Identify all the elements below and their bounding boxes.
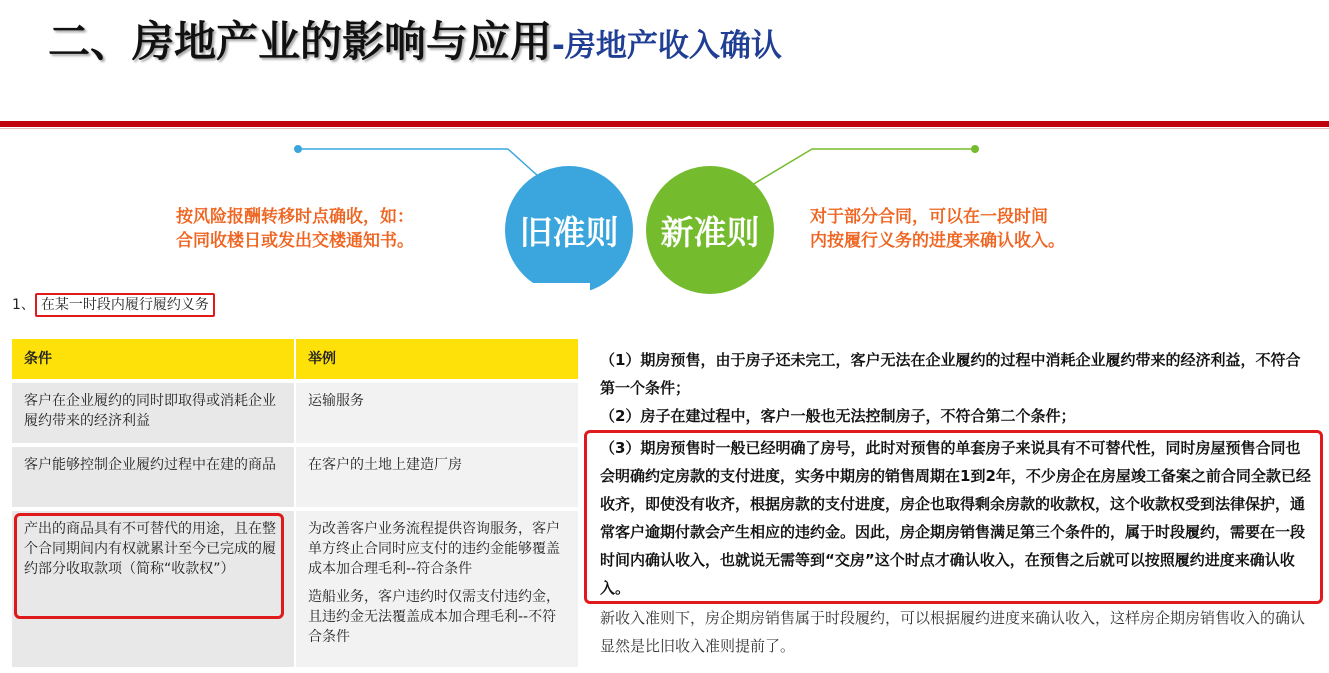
old-desc-line1: 按风险报酬转移时点确收，如：	[176, 207, 414, 227]
analysis-p2: （2）房子在建过程中，客户一般也无法控制房子，不符合第二个条件；	[600, 407, 1076, 425]
section-heading	[12, 294, 215, 314]
title-main: 二、房地产业的影响与应用	[48, 17, 553, 66]
new-connector-diagonal	[752, 149, 812, 185]
old-standard-circle	[505, 166, 633, 294]
table-header-example: 举例	[295, 339, 578, 381]
new-standard-description	[810, 205, 1065, 253]
old-desc-line2: 合同收楼日或发出交楼通知书。	[176, 231, 414, 251]
analysis-conclusion: 新收入准则下，房企期房销售属于时段履约，可以根据履约进度来确认收入，这样房企期房销售收入的确认显然是比旧收入准则提前了。	[600, 609, 1306, 655]
table-cell-condition: 客户在企业履约的同时即取得或消耗企业履约带来的经济利益	[12, 381, 295, 445]
highlight-box-condition3	[14, 513, 284, 619]
circle-mask	[500, 283, 590, 303]
old-connector-dot	[294, 145, 302, 153]
table-row	[12, 445, 578, 509]
table-cell-example: 在客户的土地上建造厂房	[295, 445, 578, 509]
title-sub: 房地产收入确认	[564, 28, 782, 64]
new-desc-line1: 对于部分合同，可以在一段时间	[810, 207, 1048, 227]
table-cell-example-2: 造船业务，客户违约时仅需支付违约金，且违约金无法覆盖成本加合理毛利--不符合条件	[308, 589, 560, 645]
title-separator: -	[552, 28, 565, 64]
old-standard-description	[176, 205, 414, 253]
new-desc-line2: 内按履行义务的进度来确认收入。	[810, 231, 1065, 251]
new-standard-circle	[646, 166, 774, 294]
table-cell-condition: 客户能够控制企业履约过程中在建的商品	[12, 445, 295, 509]
analysis-p3: （3）期房预售时一般已经明确了房号，此时对预售的单套房子来说具有不可替代性，同时房屋预售合同也会明确约定房款的支付进度，实务中期房的销售周期在1到2年，不少房企在房屋竣工备案之前合同全款已经收齐，即使没有收齐，根据房款的支付进度，房企也取得剩余房款的收款权，这个收款权受到法律保护，通常客户逾期付款会产生相应的违约金。因此，房企期房销售满足第三个条件的，属于时段履约，需要在一段时间内确认收入，也就说无需等到“交房”这个时点才确认收入，在预售之后就可以按照履约进度来确认收入。	[600, 439, 1311, 597]
new-standard-label: 新准则	[660, 212, 760, 252]
table-header-condition: 条件	[12, 339, 295, 381]
section-label-boxed: 在某一时段内履行履约义务	[35, 293, 215, 317]
section-number: 1、	[12, 297, 35, 313]
analysis-p1: （1）期房预售，由于房子还未完工，客户无法在企业履约的过程中消耗企业履约带来的经济利益，不符合第一个条件；	[600, 351, 1301, 397]
old-standard-label: 旧准则	[519, 212, 619, 252]
table-cell-example-group	[295, 509, 578, 667]
table-header-row	[12, 339, 578, 381]
table-cell-condition: 产出的商品具有不可替代的用途，且在整个合同期间内有权就累计至今已完成的履约部分收取款项（简称“收款权”）	[12, 509, 295, 667]
table-cell-example: 运输服务	[295, 381, 578, 445]
highlight-box-analysis3	[584, 430, 1323, 604]
table-cell-example: 为改善客户业务流程提供咨询服务，客户单方终止合同时应支付的违约金能够覆盖成本加合理毛利--符合条件	[308, 521, 560, 577]
new-connector-dot	[971, 145, 979, 153]
table-row	[12, 381, 578, 445]
